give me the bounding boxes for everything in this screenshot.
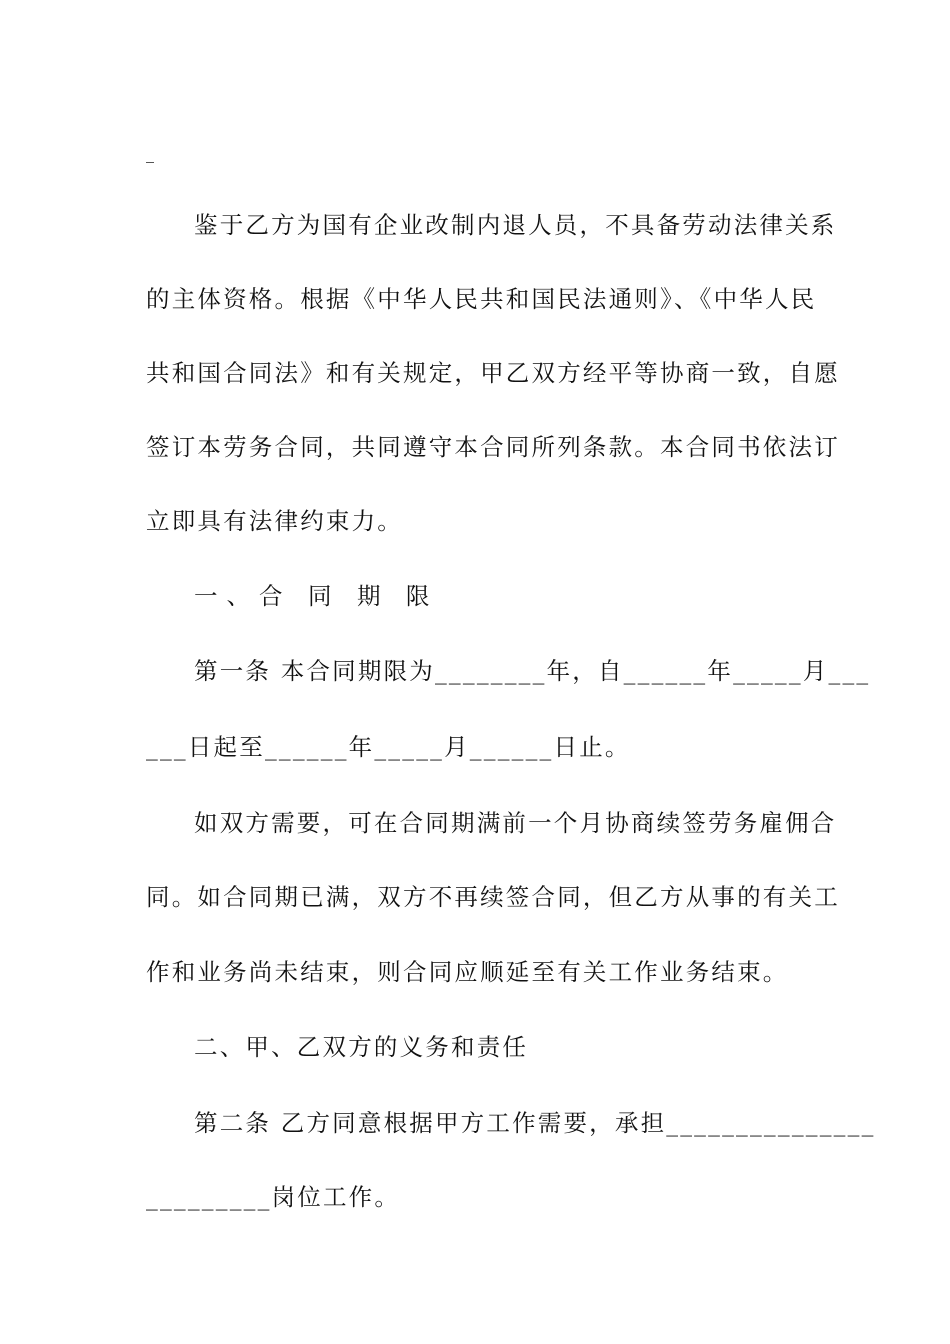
renewal-line-2: 同。如合同期已满，双方不再续签合同，但乙方从事的有关工: [146, 883, 840, 911]
section-heading-1: 一、合 同 期 限: [194, 582, 439, 610]
article-1-line-1: 第一条 本合同期限为________年，自______年_____月___: [194, 657, 871, 685]
article-2-line-2: _________岗位工作。: [146, 1183, 401, 1211]
top-mark: [146, 162, 154, 163]
paragraph-line-3: 共和国合同法》和有关规定，甲乙双方经平等协商一致，自愿: [146, 359, 840, 387]
article-1-line-2: ___日起至______年_____月______日止。: [146, 733, 631, 761]
article-2-line-1: 第二条 乙方同意根据甲方工作需要，承担_______________: [194, 1109, 876, 1137]
paragraph-line-4: 签订本劳务合同，共同遵守本合同所列条款。本合同书依法订: [146, 433, 840, 461]
paragraph-line-1: 鉴于乙方为国有企业改制内退人员，不具备劳动法律关系: [194, 211, 837, 239]
renewal-line-3: 作和业务尚未结束，则合同应顺延至有关工作业务结束。: [146, 958, 789, 986]
paragraph-line-2: 的主体资格。根据《中华人民共和国民法通则》、《中华人民: [146, 285, 817, 313]
paragraph-line-5: 立即具有法律约束力。: [146, 507, 403, 535]
renewal-line-1: 如双方需要，可在合同期满前一个月协商续签劳务雇佣合: [194, 809, 837, 837]
section-heading-2: 二、甲、乙双方的义务和责任: [194, 1033, 529, 1061]
